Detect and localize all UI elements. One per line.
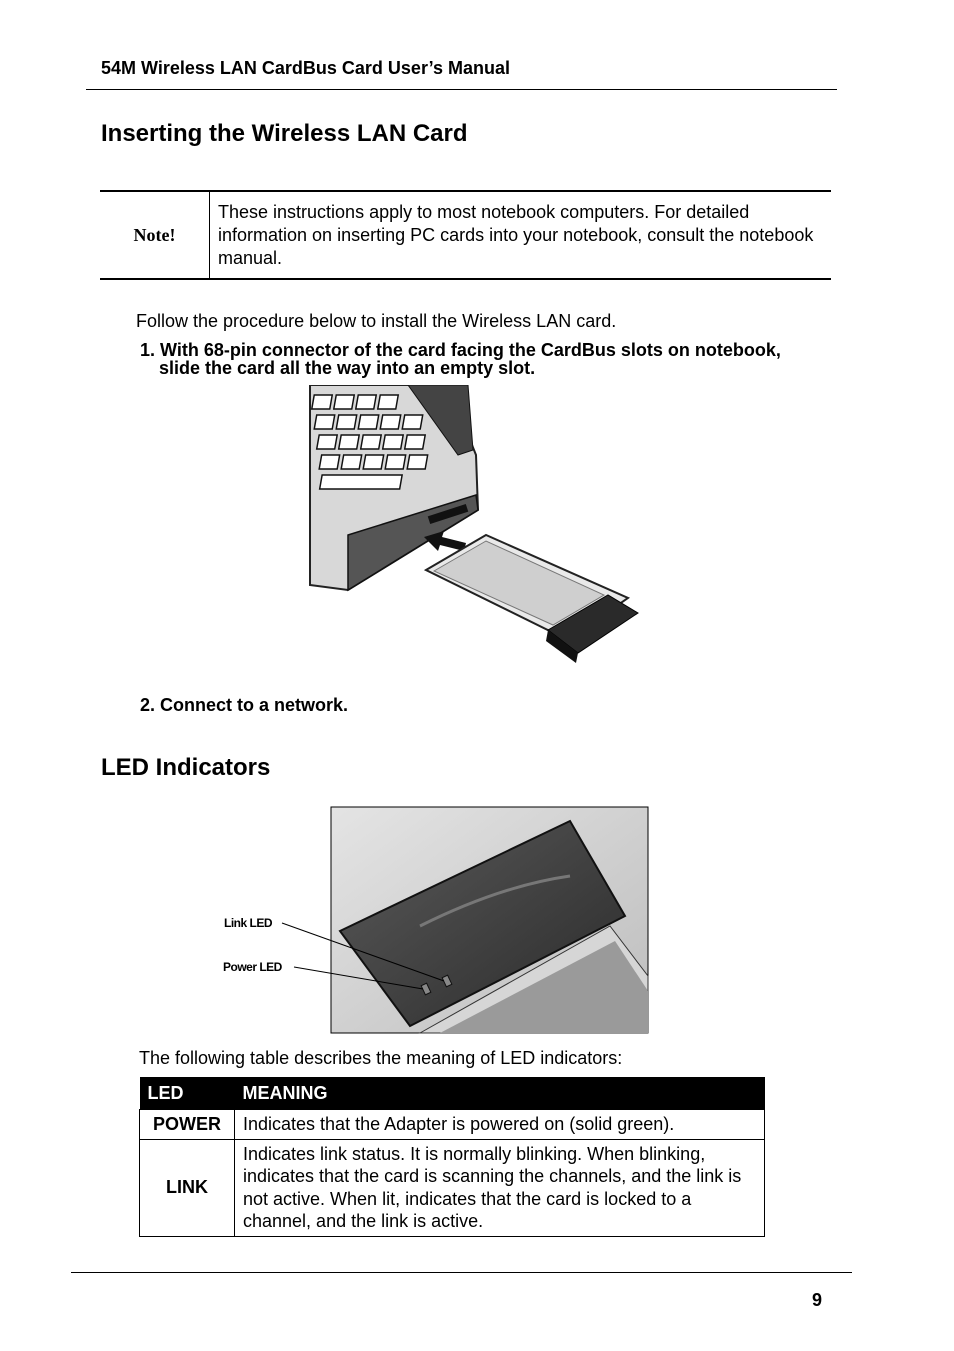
table-intro: The following table describes the meaning of LED indicators:	[139, 1048, 623, 1068]
note-text: These instructions apply to most notebook computers. For detailed information on inserting PC cards into your notebook, consult the notebook manual.	[218, 202, 814, 268]
power-led-callout: Power LED	[223, 960, 282, 974]
section-heading-led: LED Indicators	[101, 754, 271, 781]
section-heading-inserting: Inserting the Wireless LAN Card	[101, 120, 468, 147]
page-number: 9	[812, 1290, 823, 1310]
led-card-illustration	[220, 806, 650, 1035]
led-meaning-power: Indicates that the Adapter is powered on (solid green).	[235, 1110, 765, 1140]
led-table	[139, 1077, 765, 1237]
table-header-meaning: MEANING	[235, 1077, 765, 1110]
note-label: Note!	[133, 225, 176, 245]
table-row	[140, 1110, 765, 1140]
led-name-link: LINK	[140, 1139, 235, 1236]
table-header-row	[140, 1077, 765, 1110]
table-header-led: LED	[140, 1077, 235, 1110]
note-divider	[209, 192, 210, 278]
led-name-power: POWER	[140, 1110, 235, 1140]
card-insertion-illustration	[308, 385, 643, 677]
table-row	[140, 1139, 765, 1236]
led-meaning-link: Indicates link status. It is normally blinking. When blinking, indicates that the card is scanning the channels, and the link is not active. When lit, indicates that the card is locked to a channel, and the link is active.	[235, 1139, 765, 1236]
procedure-intro: Follow the procedure below to install the Wireless LAN card.	[136, 311, 617, 331]
note-bottom-rule	[100, 278, 831, 280]
footer-rule	[71, 1272, 852, 1273]
running-header: 54M Wireless LAN CardBus Card User’s Manual	[101, 58, 510, 78]
step-1-line-1: 1. With 68-pin connector of the card facing the CardBus slots on notebook,	[140, 340, 781, 360]
header-rule	[86, 89, 837, 90]
link-led-callout: Link LED	[224, 916, 273, 930]
step-2: 2. Connect to a network.	[140, 695, 349, 715]
step-1-line-2: slide the card all the way into an empty slot.	[159, 358, 536, 378]
